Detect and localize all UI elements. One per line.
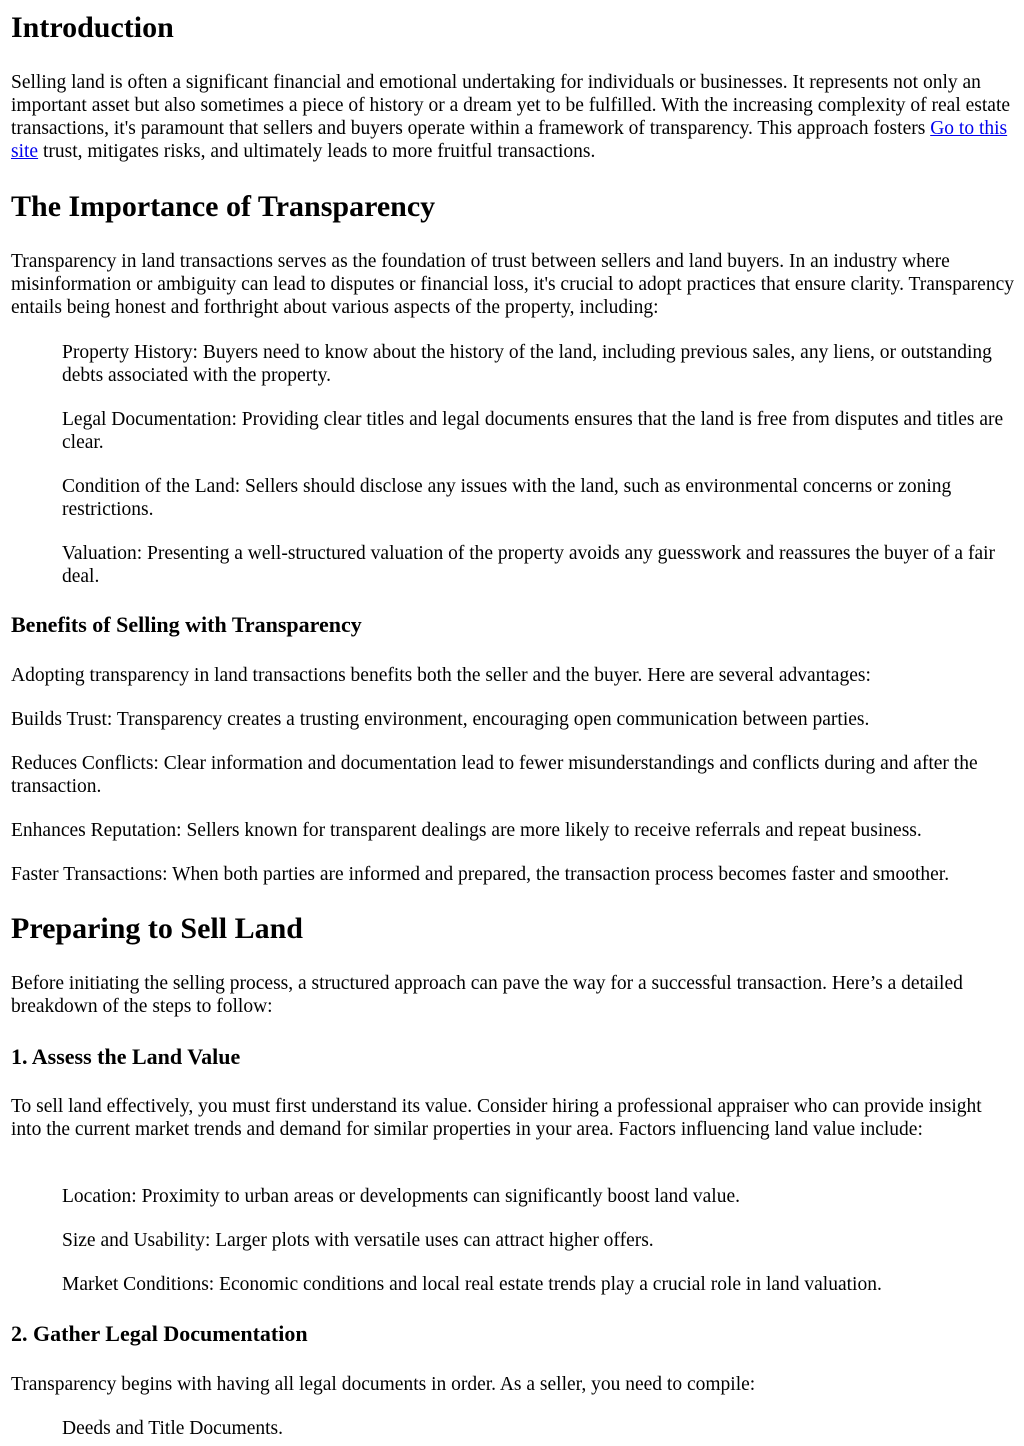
heading-importance: The Importance of Transparency — [11, 190, 436, 223]
preparing-paragraph: Before initiating the selling process, a structured approach can pave the way for a successful transaction. Here’s a detailed breakdown of the steps to follow: — [11, 973, 963, 1017]
benefits-item: Builds Trust: Transparency creates a trusting environment, encouraging open communication between parties. — [11, 709, 870, 730]
benefits-paragraph: Adopting transparency in land transactions benefits both the seller and the buyer. Here are several advantages: — [11, 665, 871, 686]
heading-assess-land-value: 1. Assess the Land Value — [11, 1044, 241, 1069]
intro-text-after-link: trust, mitigates risks, and ultimately leads to more fruitful transactions. — [38, 141, 596, 162]
importance-paragraph: Transparency in land transactions serves as the foundation of trust between sellers and land buyers. In an industry where misinformation or ambiguity can lead to disputes or financial loss, it's crucial to adopt practices that ensure clarity. Transparency entails being honest and forthright about various aspects of the property, including: — [11, 251, 1014, 318]
benefits-item: Reduces Conflicts: Clear information and documentation lead to fewer misunderstandings and conflicts during and after the transaction. — [11, 753, 978, 797]
assess-paragraph: To sell land effectively, you must first understand its value. Consider hiring a professional appraiser who can provide insight into the current market trends and demand for similar properties in your area. Factors influencing land value include: — [11, 1096, 982, 1140]
heading-benefits: Benefits of Selling with Transparency — [11, 612, 362, 637]
importance-item: Legal Documentation: Providing clear titles and legal documents ensures that the land is free from disputes and titles are clear. — [62, 409, 1004, 453]
intro-text-before-link: Selling land is often a significant financial and emotional undertaking for individuals or businesses. It represents not only an important asset but also sometimes a piece of history or a dream yet to be fulfilled. With the increasing complexity of real estate transactions, it's paramount that sellers and buyers operate within a framework of transparency. This approach fosters — [11, 72, 1011, 139]
go-to-site-link[interactable]: Go to this site — [11, 118, 1008, 162]
assess-item: Location: Proximity to urban areas or developments can significantly boost land value. — [62, 1186, 740, 1207]
intro-paragraph — [11, 71, 1014, 163]
benefits-item: Enhances Reputation: Sellers known for transparent dealings are more likely to receive referrals and repeat business. — [11, 820, 922, 841]
heading-introduction: Introduction — [11, 11, 174, 44]
assess-item: Market Conditions: Economic conditions and local real estate trends play a crucial role in land valuation. — [62, 1274, 882, 1295]
importance-item: Condition of the Land: Sellers should disclose any issues with the land, such as environmental concerns or zoning restrictions. — [62, 476, 952, 520]
importance-item: Property History: Buyers need to know about the history of the land, including previous sales, any liens, or outstanding debts associated with the property. — [62, 342, 992, 386]
heading-preparing: Preparing to Sell Land — [11, 912, 303, 945]
heading-legal-documentation: 2. Gather Legal Documentation — [11, 1321, 308, 1346]
legal-paragraph: Transparency begins with having all legal documents in order. As a seller, you need to compile: — [11, 1374, 756, 1395]
benefits-item: Faster Transactions: When both parties are informed and prepared, the transaction process becomes faster and smoother. — [11, 864, 950, 885]
legal-item: Deeds and Title Documents. — [62, 1418, 283, 1439]
importance-item: Valuation: Presenting a well-structured valuation of the property avoids any guesswork and reassures the buyer of a fair deal. — [62, 543, 996, 587]
assess-item: Size and Usability: Larger plots with versatile uses can attract higher offers. — [62, 1230, 654, 1251]
